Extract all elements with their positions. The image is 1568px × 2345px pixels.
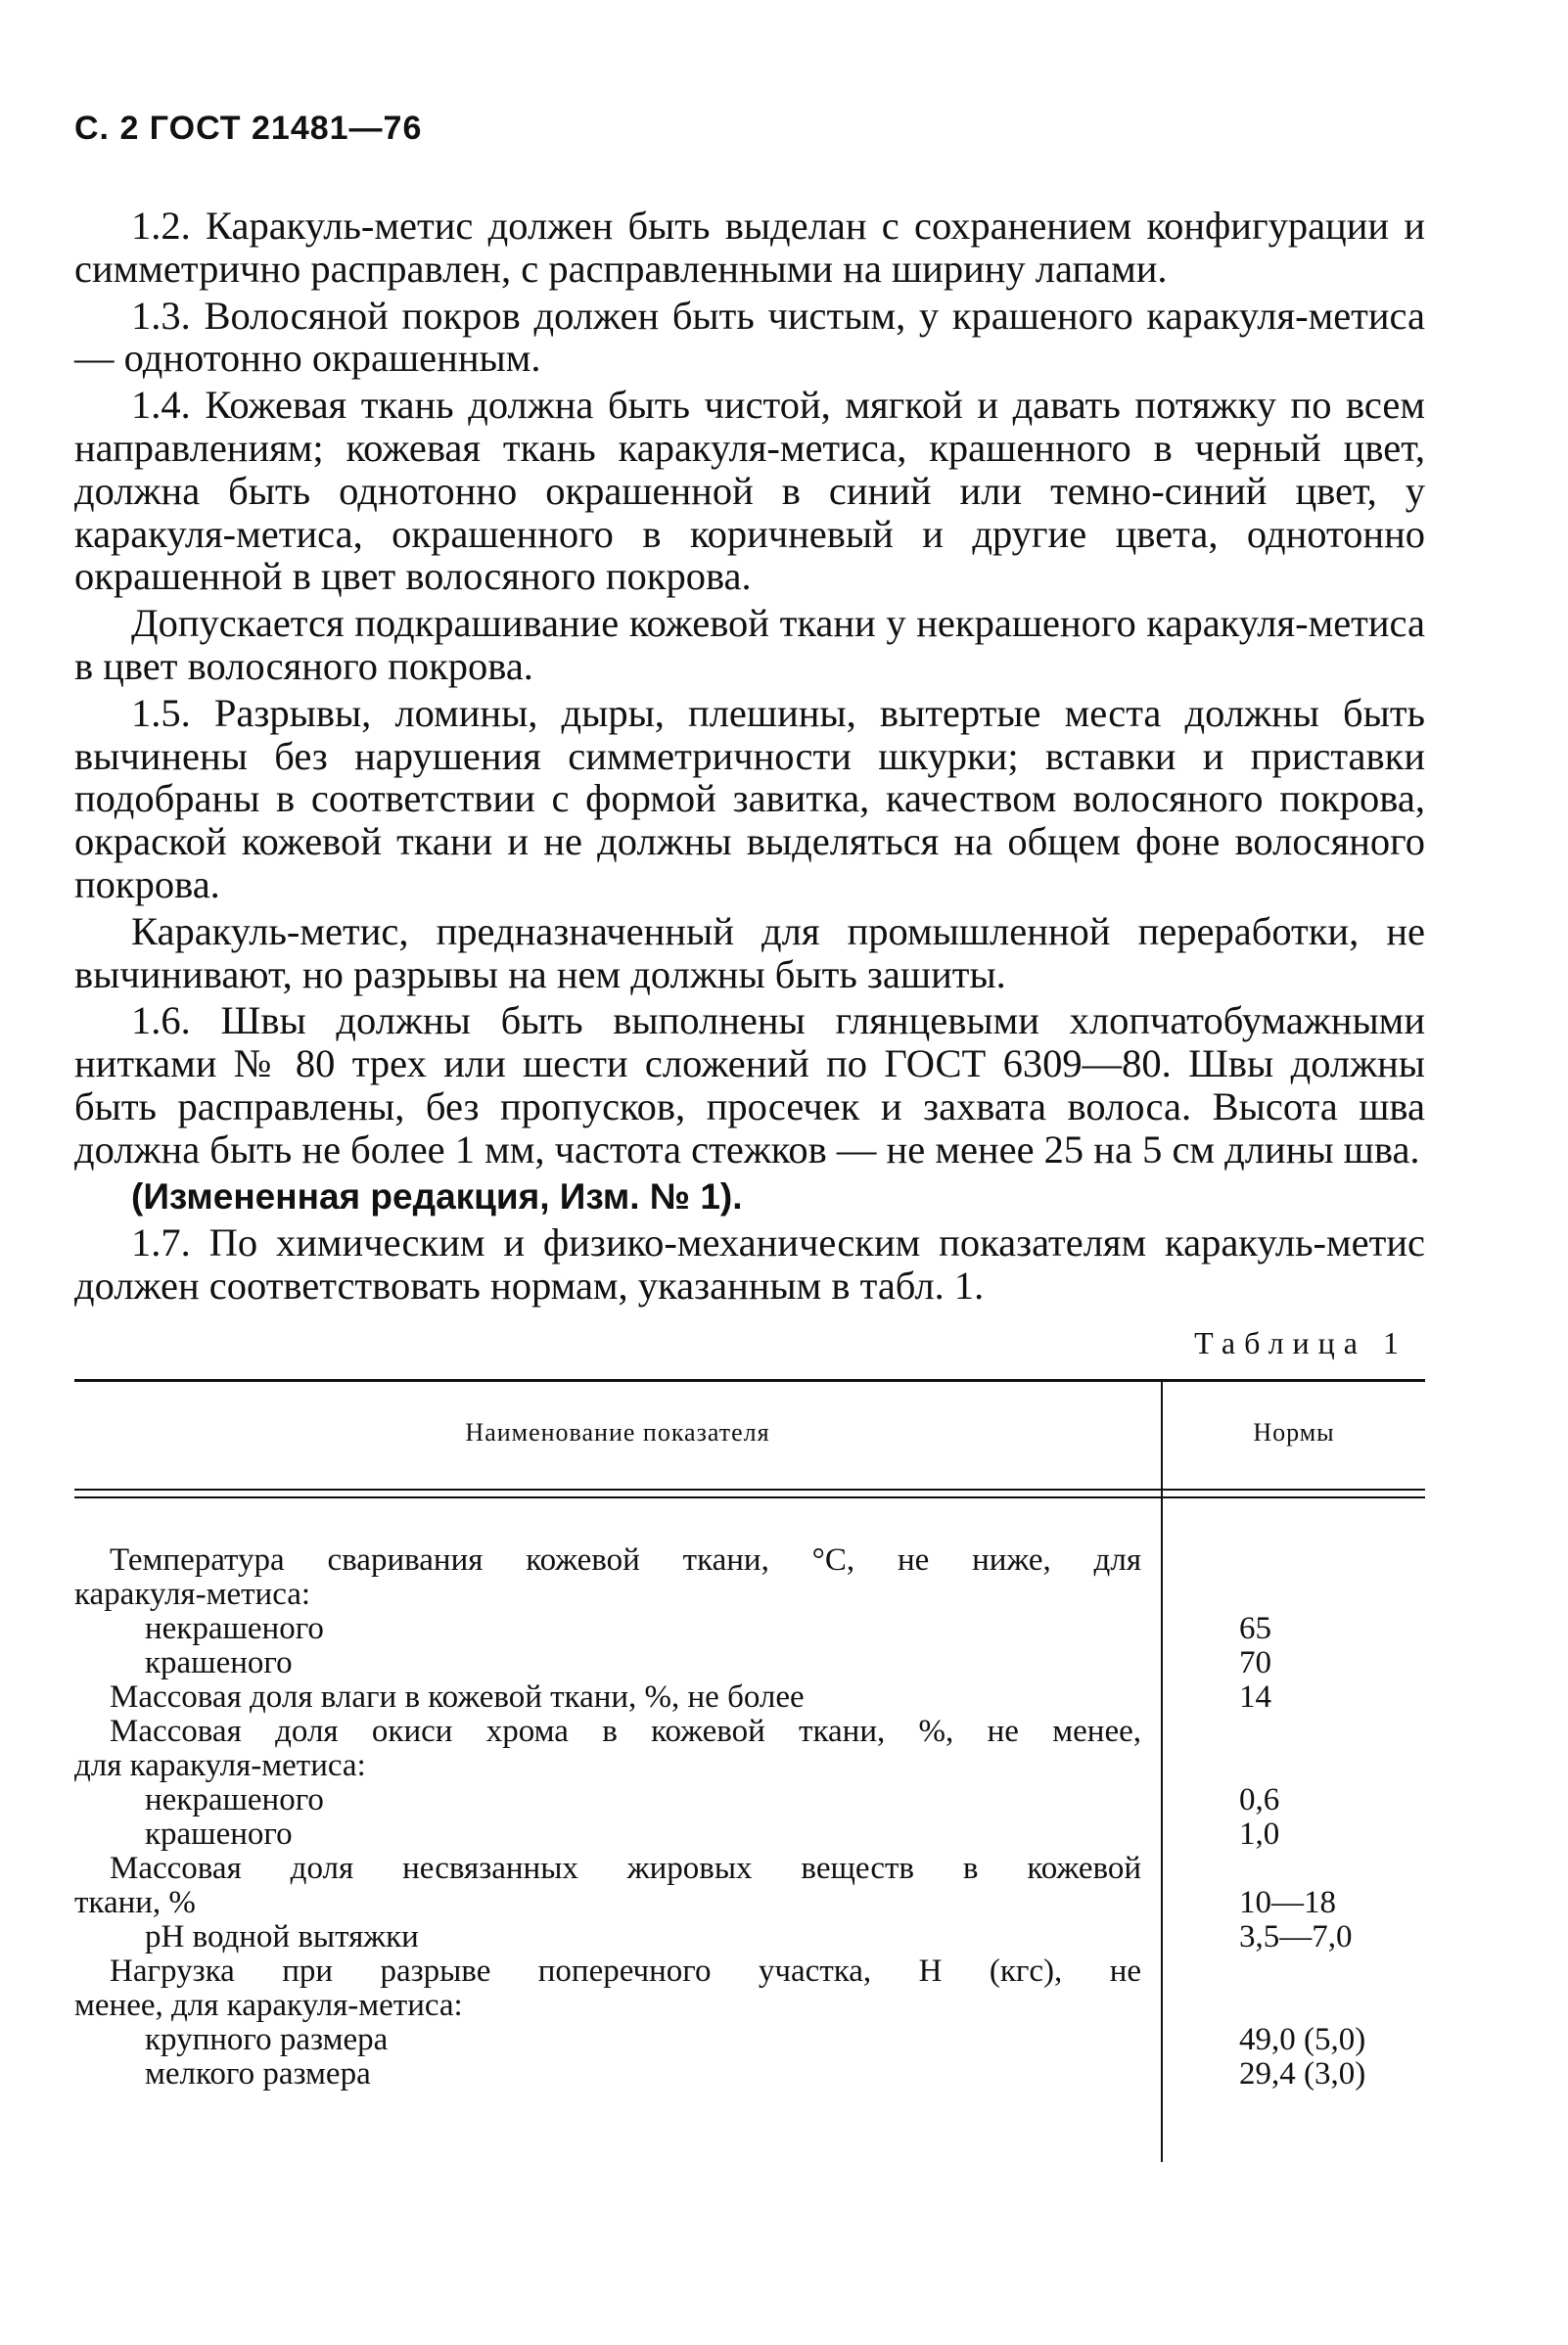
row-name: Температура сваривания кожевой ткани, °С, не ниже, для <box>110 1541 1141 1578</box>
row-value: 3,5—7,0 <box>1239 1918 1353 1954</box>
row-name: крашеного <box>145 1816 293 1852</box>
row-value: 65 <box>1239 1610 1271 1646</box>
table-row <box>74 1612 1425 1646</box>
table-row <box>74 1989 1425 2023</box>
table-row <box>74 1680 1425 1715</box>
row-name: Массовая доля влаги в кожевой ткани, %, не более <box>110 1678 805 1715</box>
row-value: 70 <box>1239 1644 1271 1680</box>
table-caption: Таблица 1 <box>1194 1324 1407 1360</box>
row-value: 10—18 <box>1239 1884 1336 1920</box>
row-name: крашеного <box>145 1644 293 1680</box>
table-row <box>74 2057 1425 2092</box>
table-row <box>74 1886 1425 1920</box>
row-name: ткани, % <box>74 1884 196 1920</box>
row-name: Массовая доля несвязанных жировых веществ в кожевой <box>110 1850 1141 1886</box>
table-row <box>74 1954 1425 1989</box>
row-value: 14 <box>1239 1678 1271 1715</box>
row-name: некрашеного <box>145 1610 324 1646</box>
row-value: 0,6 <box>1239 1781 1280 1817</box>
column-header-name: Наименование показателя <box>465 1417 770 1447</box>
row-value: 49,0 (5,0) <box>1239 2021 1366 2057</box>
row-name: для каракуля-метиса: <box>74 1747 366 1783</box>
paragraph-1-2: 1.2. Каракуль-метис должен быть выделан с сохранением конфигурации и симметрично расправлен, с расправленными на ширину лапами. <box>74 204 1425 291</box>
paragraph-tint-note: Допускается подкрашивание кожевой ткани у некрашеного каракуля-метиса в цвет волосяного покрова. <box>74 601 1425 688</box>
row-name: мелкого размера <box>145 2055 371 2092</box>
paragraph-1-6: 1.6. Швы должны быть выполнены глянцевыми хлопчатобумажными нитками № 80 трех или шести сложений по ГОСТ 6309—80. Швы должны быть расправлены, без пропусков, просечек и захвата волоса. Высота шва должна быть не более 1 мм, частота стежков — не менее 25 на 5 см длины шва. <box>74 998 1425 1172</box>
row-name: некрашеного <box>145 1781 324 1817</box>
table-row <box>74 1715 1425 1749</box>
row-name: Массовая доля окиси хрома в кожевой ткани, %, не менее, <box>110 1713 1141 1749</box>
row-name: pH водной вытяжки <box>145 1918 419 1954</box>
row-value: 29,4 (3,0) <box>1239 2055 1366 2092</box>
row-value: 1,0 <box>1239 1816 1280 1852</box>
paragraph-industrial-note: Каракуль-метис, предназначенный для промышленной переработки, не вычинивают, но разрывы на нем должны быть зашиты. <box>74 908 1425 996</box>
row-name: Нагрузка при разрыве поперечного участка, Н (кгс), не <box>110 1953 1141 1989</box>
table-row <box>74 1749 1425 1783</box>
table-row <box>74 1543 1425 1578</box>
table-body <box>74 1543 1425 2092</box>
row-name: крупного размера <box>145 2021 389 2057</box>
table-row <box>74 1783 1425 1817</box>
page-header: С. 2 ГОСТ 21481—76 <box>74 110 423 147</box>
paragraph-1-4: 1.4. Кожевая ткань должна быть чистой, мягкой и давать потяжку по всем направлениям; кожевая ткань каракуля-метиса, крашенного в черный цвет, должна быть однотонно окрашенной в синий или темно-синий цвет, у каракуля-метиса, окрашенного в коричневый и другие цвета, однотонно окрашенной в цвет волосяного покрова. <box>74 383 1425 599</box>
table-row <box>74 2023 1425 2057</box>
row-name: каракуля-метиса: <box>74 1576 311 1612</box>
paragraph-1-5: 1.5. Разрывы, ломины, дыры, плешины, вытертые места должны быть вычинены без нарушения симметричности шкурки; вставки и приставки подобраны в соответствии с формой завитка, качеством волосяного покрова, окраской кожевой ткани и не должны выделяться на общем фоне волосяного покрова. <box>74 690 1425 906</box>
norms-table <box>74 1379 1425 2162</box>
amendment-note: (Измененная редакция, Изм. № 1). <box>131 1175 743 1217</box>
body-text <box>74 205 1425 1308</box>
row-name: менее, для каракуля-метиса: <box>74 1987 463 2023</box>
document-page <box>74 110 1425 2162</box>
table-row <box>74 1578 1425 1612</box>
column-header-norm: Нормы <box>1253 1417 1335 1447</box>
table-top-rule <box>74 1379 1425 1382</box>
table-row <box>74 1920 1425 1954</box>
paragraph-1-7: 1.7. По химическим и физико-механическим показателям каракуль-метис должен соответствовать нормам, указанным в табл. 1. <box>74 1220 1425 1309</box>
table-row <box>74 1817 1425 1852</box>
table-row <box>74 1852 1425 1886</box>
paragraph-1-3: 1.3. Волосяной покров должен быть чистым, у крашеного каракуля-метиса — однотонно окрашенным. <box>74 293 1425 381</box>
table-row <box>74 1646 1425 1680</box>
table-header-rule <box>74 1489 1425 1498</box>
